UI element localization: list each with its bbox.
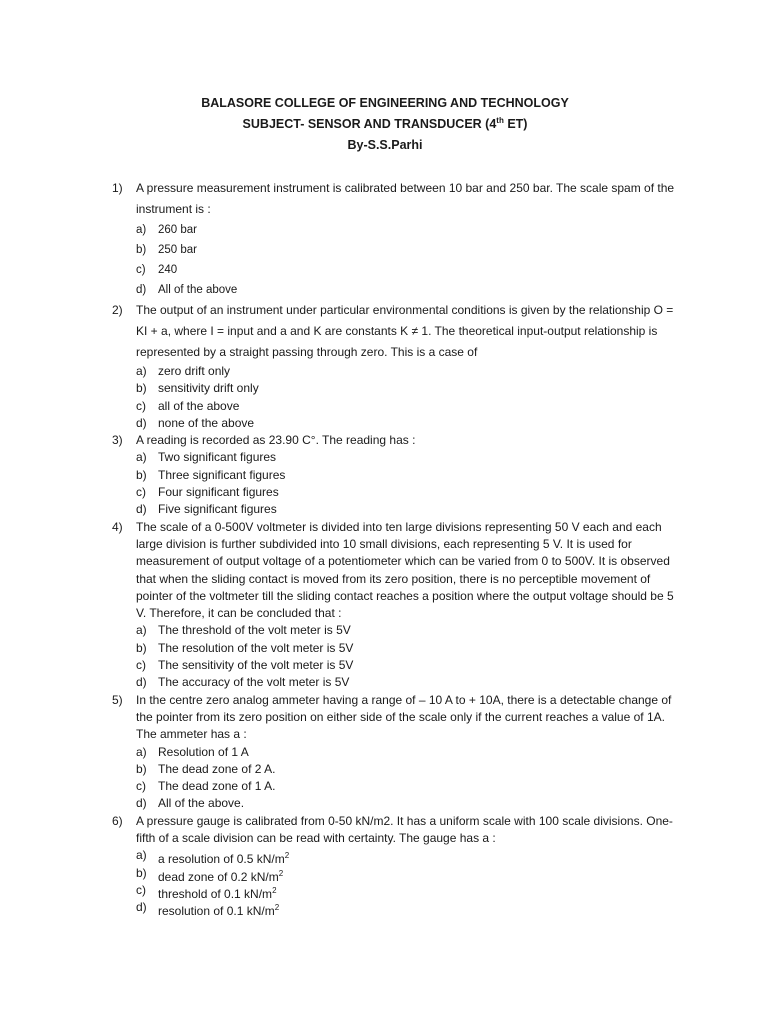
option-label: b) (136, 640, 147, 655)
option-label: d) (136, 415, 147, 430)
option-label: c) (136, 882, 146, 897)
option-b (0, 761, 770, 778)
question-number: 4) (112, 519, 123, 534)
option-a (0, 449, 770, 466)
subject-title-sup: th (496, 115, 504, 125)
question-1 (0, 178, 770, 300)
question-text: A pressure measurement instrument is calibrated between 10 bar and 250 bar. The scale spam of the instrument is : (136, 181, 675, 216)
option-text: The threshold of the volt meter is 5V (158, 623, 351, 638)
question-number: 1) (112, 181, 123, 195)
option-b (0, 865, 770, 882)
option-d (0, 501, 770, 518)
option-list (0, 363, 770, 432)
question-list (0, 178, 770, 917)
option-text-main: threshold of 0.1 kN/m (158, 886, 273, 901)
option-text: 240 (158, 264, 178, 276)
subject-title (0, 114, 770, 135)
option-label: d) (136, 284, 147, 296)
option-text: Resolution of 1 A (158, 744, 249, 759)
option-text-main: resolution of 0.1 kN/m (158, 904, 275, 919)
question-text: The scale of a 0-500V voltmeter is divided into ten large divisions representing 50 V each and each large division is further subdivided into 10 small divisions, each representing 5 V. It is used for measurement of output voltage of a potentiometer which can be varied from 0 to 500V. It is observed that when the sliding contact is moved from its zero position, there is no perceptible movement of pointer of the voltmeter till the sliding contact reaches a position where the output voltage should be 5 V. Therefore, it can be concluded that : (136, 519, 674, 621)
option-label: c) (136, 658, 146, 673)
option-label: d) (136, 900, 147, 915)
option-text: The dead zone of 1 A. (158, 779, 276, 794)
option-label: a) (136, 623, 147, 638)
option-c (0, 484, 770, 501)
option-label: c) (136, 779, 146, 794)
option-text: All of the above (158, 284, 238, 296)
option-list (0, 847, 770, 919)
option-a (0, 363, 770, 380)
option-c (0, 398, 770, 415)
option-c (0, 260, 770, 280)
option-a (0, 622, 770, 639)
option-d (0, 415, 770, 432)
option-text: Two significant figures (158, 450, 277, 465)
subject-title-suffix: ET) (503, 117, 528, 131)
option-b (0, 380, 770, 397)
option-text-sup: 2 (284, 851, 290, 861)
option-label: d) (136, 796, 147, 811)
option-list (0, 220, 770, 300)
option-d (0, 280, 770, 300)
option-list (0, 622, 770, 691)
question-text: A pressure gauge is calibrated from 0-50 kN/m2. It has a uniform scale with 100 scale divisions. One-fifth of a scale division can be read with certainty. The gauge has a : (136, 813, 673, 846)
option-label: c) (136, 398, 146, 413)
option-d (0, 795, 770, 812)
option-text-main: a resolution of 0.5 kN/m (158, 852, 285, 867)
question-number: 3) (112, 433, 123, 448)
question-number: 5) (112, 692, 123, 707)
option-text: 260 bar (158, 224, 198, 236)
option-list (0, 744, 770, 813)
option-text: 250 bar (158, 244, 198, 256)
option-text: sensitivity drift only (158, 381, 259, 396)
option-text: The dead zone of 2 A. (158, 761, 276, 776)
question-3 (0, 432, 770, 518)
option-label: a) (136, 224, 147, 236)
option-list (0, 449, 770, 518)
option-label: b) (136, 244, 147, 256)
option-text (158, 899, 279, 920)
author: By-S.S.Parhi (347, 138, 423, 152)
option-text: The resolution of the volt meter is 5V (158, 640, 354, 655)
option-label: c) (136, 485, 146, 500)
option-label: b) (136, 467, 147, 482)
option-text: The sensitivity of the volt meter is 5V (158, 658, 354, 673)
document-header (0, 93, 770, 156)
option-a (0, 847, 770, 867)
option-text: All of the above. (158, 796, 245, 811)
option-label: a) (136, 450, 147, 465)
question-text: In the centre zero analog ammeter having a range of – 10 A to + 10A, there is a detectable change of the pointer from its zero position on either side of the scale only if the current reaches a value of 1A. The ammeter has a : (136, 692, 672, 742)
option-label: c) (136, 264, 146, 276)
option-b (0, 640, 770, 657)
option-label: b) (136, 761, 147, 776)
option-label: b) (136, 381, 147, 396)
option-label: d) (136, 502, 147, 517)
option-label: b) (136, 865, 147, 880)
question-number: 6) (112, 813, 123, 828)
question-2 (0, 300, 770, 432)
option-label: a) (136, 848, 147, 863)
option-c (0, 657, 770, 674)
subject-title-text: SUBJECT- SENSOR AND TRANSDUCER (4 (242, 117, 497, 131)
question-5 (0, 692, 770, 813)
option-text: zero drift only (158, 364, 231, 378)
option-text: all of the above (158, 398, 240, 413)
option-d (0, 674, 770, 691)
option-text-sup: 2 (272, 885, 277, 895)
option-text: The accuracy of the volt meter is 5V (158, 675, 350, 690)
option-text-main: dead zone of 0.2 kN/m (158, 869, 279, 884)
option-c (0, 882, 770, 899)
option-label: d) (136, 675, 147, 690)
option-text-sup: 2 (274, 903, 280, 913)
option-text-sup: 2 (278, 868, 284, 878)
option-a (0, 220, 770, 240)
question-text: A reading is recorded as 23.90 C°. The reading has : (136, 433, 416, 448)
question-number: 2) (112, 303, 123, 317)
question-4 (0, 519, 770, 692)
option-b (0, 467, 770, 484)
option-c (0, 778, 770, 795)
question-text: The output of an instrument under particular environmental conditions is given by the relationship O = KI + a, where I = input and a and K are constants K ≠ 1. The theoretical input-output relationship is represented by a straight passing through zero. This is a case of (136, 303, 674, 359)
college-name: BALASORE COLLEGE OF ENGINEERING AND TECHNOLOGY (201, 96, 569, 110)
option-label: a) (136, 364, 147, 378)
option-text: Three significant figures (158, 467, 286, 482)
option-d (0, 899, 770, 919)
option-b (0, 240, 770, 260)
question-6 (0, 813, 770, 917)
option-text: Five significant figures (158, 502, 277, 517)
option-text: none of the above (158, 415, 255, 430)
option-a (0, 744, 770, 761)
option-text: Four significant figures (158, 485, 279, 500)
option-label: a) (136, 744, 147, 759)
